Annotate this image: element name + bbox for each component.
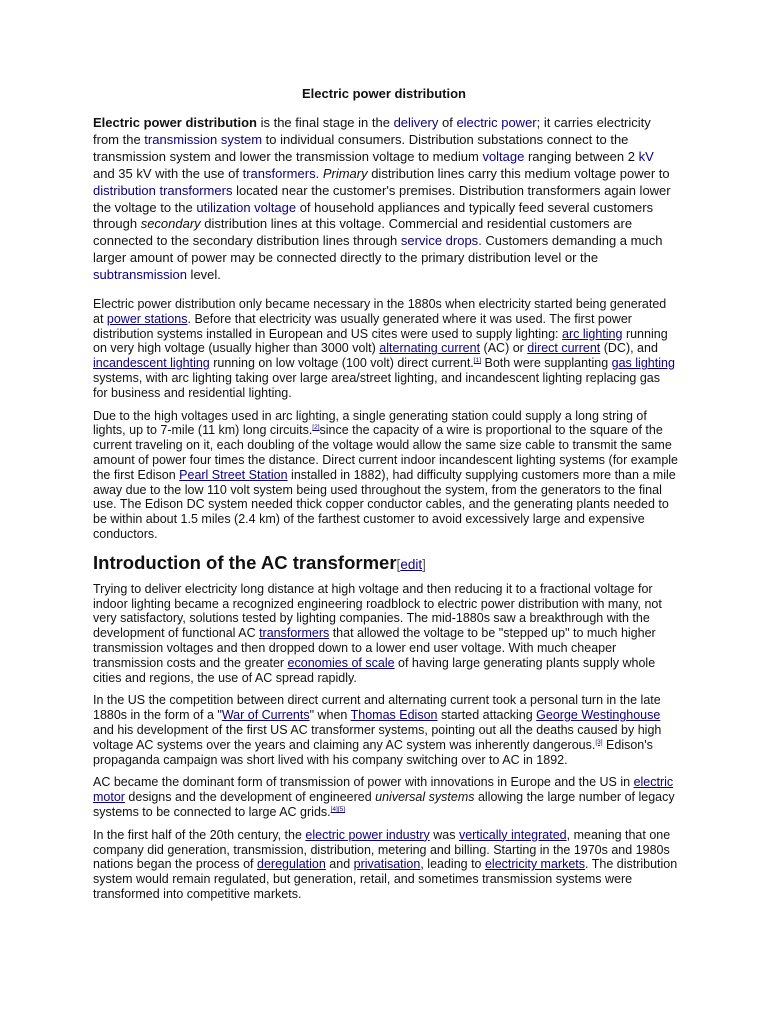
link-delivery[interactable]: delivery [393,115,439,130]
citation [474,357,481,364]
link-pearl-street-station[interactable]: Pearl Street Station [179,467,288,482]
link-electricity-markets[interactable]: electricity markets [484,857,586,872]
deregulation-paragraph [93,828,678,902]
text: Both were supplanting [481,356,612,371]
link-alternating-current[interactable]: alternating current [379,341,481,356]
edit-link[interactable]: edit [400,556,423,572]
link-george-westinghouse[interactable]: George Westinghouse [536,708,661,723]
text: , meaning that one company did generation, transmission, distribution, metering and billing. Starting in the 1970s and 1980s nations began the process of [93,827,671,872]
text: (AC) or [480,341,528,356]
bold-term: Electric power distribution [93,115,257,130]
link-electric-power-industry[interactable]: electric power industry [305,827,430,842]
italic-term: universal systems [375,790,475,805]
text: running on very high voltage (usually higher than 3000 volt) [93,326,668,356]
text: located near the customer's premises. Distribution transformers again lower the voltage to the [93,182,671,215]
link-kv[interactable]: kV [638,148,654,164]
edit-section [397,557,426,572]
text: since the capacity of a wire is proportional to the square of the current traveling on it, each doubling of the voltage would allow the same size cable to transmit the same amount of power four times the distance. Direct current indoor incandescent lighting systems (for example the first Edison [93,423,678,482]
text: to individual consumers. Distribution substations connect to the transmission system and lower the transmission voltage to medium [93,131,629,164]
war-of-currents-paragraph [93,693,678,767]
text: In the first half of the 20th century, the [93,827,306,842]
section-heading-text: Introduction of the AC transformer [93,551,397,573]
text: AC became the dominant form of transmission of power with innovations in Europe and the US in [93,775,634,790]
text: . Customers demanding a much larger amount of power may be connected directly to the primary distribution level or the [93,233,663,266]
link-utilization-voltage[interactable]: utilization voltage [196,199,297,215]
italic-term: Primary [322,165,368,181]
text: installed in 1882), had difficulty supplying customers more than a mile away due to the low 110 volt system being used throughout the system, from the generators to the final use. The Edison DC system needed thick copper conductor cables, and the generating plants needed to be within about 1.5 miles (2.4 km) of the farthest customer to avoid excessively large and expensive conductors. [93,467,676,541]
text: Electric power distribution only became necessary in the 1880s when electricity started being generated at [93,297,667,326]
text: designs and the development of engineered [124,790,376,805]
text: is the final stage in the [256,115,394,130]
link-deregulation[interactable]: deregulation [257,857,326,872]
citation [312,424,319,431]
link-distribution-transformers[interactable]: distribution transformers [93,182,233,198]
text: Due to the high voltages used in arc lighting, a single generating station could supply a long string of lights, up to 7-mile (11 km) long circuits. [93,408,647,438]
citation [595,739,602,746]
citation [331,806,345,813]
text: systems, with arc lighting taking over large area/street lighting, and incandescent lighting replacing gas for business and residential lighting. [93,370,660,400]
text: (DC), and [600,341,658,356]
text: ; it carries electricity from the [93,115,651,147]
link-arc-lighting[interactable]: arc lighting [562,326,623,341]
link-privatisation[interactable]: privatisation [353,857,421,872]
bracket: [ [396,556,401,572]
text: , leading to [420,857,485,872]
text: of [438,115,457,130]
link-power-stations[interactable]: power stations [106,311,188,326]
link-electric-motor[interactable]: electric motor [93,775,674,805]
citation-link[interactable]: [3] [595,738,603,746]
link-gas-lighting[interactable]: gas lighting [611,356,675,371]
article-body [93,297,678,910]
text: distribution lines at this voltage. Commercial and residential customers are connected to the secondary distribution lines through [93,216,633,249]
link-incandescent-lighting[interactable]: incandescent lighting [93,356,210,371]
link-vertically-integrated[interactable]: vertically integrated [458,827,567,842]
bracket: ] [422,556,426,572]
intro-paragraph [93,115,678,284]
citation-link[interactable]: [1] [473,357,482,365]
page-title: Electric power distribution [302,86,466,101]
link-electric-power[interactable]: electric power [456,115,537,130]
text: . The distribution system would remain regulated, but generation, retail, and sometimes transmission systems were transformed into competitive markets. [93,857,678,901]
link-direct-current[interactable]: direct current [527,341,601,356]
text: Trying to deliver electricity long distance at high voltage and then reducing it to a fractional voltage for indoor lighting became a recognized engineering roadblock to electric power distribution with many, not very satisfactory, solutions tested by lighting companies. The mid-1880s saw a breakthrough with the development of functional AC [93,581,662,641]
link-transmission-system[interactable]: transmission system [144,131,263,147]
text: and 35 kV with the use of [93,165,243,181]
text: was [429,827,459,842]
text: allowing the large number of legacy systems to be connected to large AC grids. [93,790,675,819]
text: running on low voltage (100 volt) direct current. [209,356,474,371]
citation-link[interactable]: [4][5] [330,805,346,813]
text: . Before that electricity was usually generated where it was used. The first power distribution systems installed in European and US cites were used to supply lighting: [93,311,632,341]
text: started attacking [437,708,537,723]
text: level. [186,267,221,283]
citation-link[interactable]: [2] [312,424,320,432]
link-subtransmission[interactable]: subtransmission [93,267,187,283]
history-paragraph [93,297,678,401]
text: ranging between 2 [524,148,639,164]
text: and his development of the first US AC transformer systems, pointing out all the deaths caused by high voltage AC systems over the years and claiming any AC system was inherently dangerous. [93,722,662,752]
transformer-paragraph [93,582,678,686]
section-heading [93,550,678,578]
text: In the US the competition between direct current and alternating current took a personal turn in the late 1880s in the form of a " [93,693,661,723]
text: and [325,857,354,872]
text: . [315,165,323,181]
text: of having large generating plants supply whole cities and regions, the use of AC spread rapidly. [93,655,656,685]
link-transformers[interactable]: transformers [242,165,316,181]
link-service-drops[interactable]: service drops [400,233,479,249]
text: Edison's propaganda campaign was short lived with his company switching over to AC in 1892. [93,737,653,767]
link-war-of-currents[interactable]: War of Currents [221,708,310,723]
text: that allowed the voltage to be "stepped up" to much higher transmission voltages and then dropped down to a lower end user voltage. With much cheaper transmission costs and the greater [93,626,656,670]
voltage-paragraph [93,409,678,542]
link-transformers[interactable]: transformers [259,626,330,641]
ac-dominant-paragraph [93,775,678,819]
link-thomas-edison[interactable]: Thomas Edison [350,708,438,723]
text: of household appliances and typically feed several customers through [93,199,654,232]
text: distribution lines carry this medium voltage power to [367,165,670,181]
link-voltage[interactable]: voltage [482,148,525,164]
link-economies-of-scale[interactable]: economies of scale [287,655,395,670]
text: " when [309,708,351,723]
italic-term: secondary [140,216,201,232]
